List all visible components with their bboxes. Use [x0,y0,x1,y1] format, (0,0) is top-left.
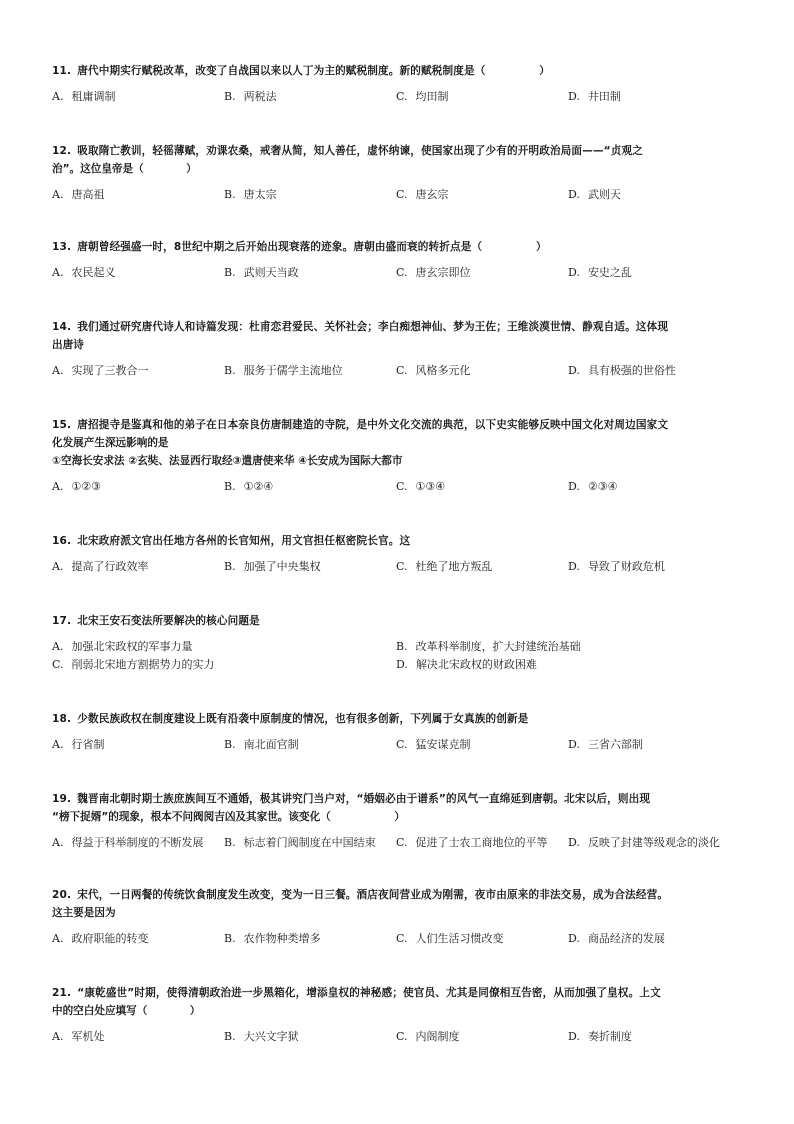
option-b[interactable]: B. ①②④ [224,480,274,493]
option-b[interactable]: B. 改革科举制度，扩大封建统治基础 [396,640,581,653]
question-14 [52,318,742,380]
option-d[interactable]: D. 具有极强的世俗性 [568,364,676,377]
question-16 [52,532,742,576]
question-number: 20. [52,889,72,901]
option-a[interactable]: A. 唐高祖 [52,188,105,201]
question-number: 17. [52,615,72,627]
option-row [52,264,742,282]
option-c[interactable]: C. 唐玄宗即位 [396,266,471,279]
question-stem: 唐朝曾经强盛一时，8世纪中期之后开始出现衰落的迹象。唐朝由盛而衰的转折点是（ ） [77,241,547,253]
question-12 [52,142,742,204]
question-number: 12. [52,145,72,157]
option-c[interactable]: C. 猛安谋克制 [396,738,471,751]
option-c[interactable]: C. 均田制 [396,90,449,103]
option-b[interactable]: B. 唐太宗 [224,188,277,201]
option-row [52,88,742,106]
option-a[interactable]: A. 实现了三教合一 [52,364,149,377]
question-stem: 吸取隋亡教训，轻徭薄赋，劝课农桑，戒奢从简，知人善任，虚怀纳谏，使国家出现了少有的开明政治局面——“贞观之 [77,145,644,157]
option-a[interactable]: A. 行省制 [52,738,105,751]
question-number: 18. [52,713,72,725]
option-row [52,478,742,496]
option-b[interactable]: B. 服务于儒学主流地位 [224,364,343,377]
option-c[interactable]: C. 内阁制度 [396,1030,460,1043]
question-19 [52,790,742,852]
option-row [52,638,742,656]
question-number: 16. [52,535,72,547]
option-b[interactable]: B. 两税法 [224,90,277,103]
option-d[interactable]: D. 导致了财政危机 [568,560,665,573]
option-a[interactable]: A. 得益于科举制度的不断发展 [52,836,204,849]
question-stem-continued: 这主要是因为 [52,907,116,919]
option-b[interactable]: B. 加强了中央集权 [224,560,321,573]
option-d[interactable]: D. 安史之乱 [568,266,632,279]
question-number: 13. [52,241,72,253]
question-21 [52,984,742,1046]
question-number: 21. [52,987,72,999]
option-c[interactable]: C. 唐玄宗 [396,188,449,201]
option-d[interactable]: D. 商品经济的发展 [568,932,665,945]
option-row [52,930,742,948]
question-stem: 少数民族政权在制度建设上既有沿袭中原制度的情况，也有很多创新，下列属于女真族的创新是 [77,713,529,725]
question-stem: 我们通过研究唐代诗人和诗篇发现：杜甫恋君爱民、关怀社会；李白痴想神仙、梦为王佐；王维淡漠世情、静观自适。这体现 [77,321,669,333]
option-a[interactable]: A. ①②③ [52,480,102,493]
option-d[interactable]: D. 三省六部制 [568,738,643,751]
option-c[interactable]: C. 杜绝了地方叛乱 [396,560,493,573]
question-stem-continued: “榜下捉婿”的现象，根本不问阀阅吉凶及其家世。该变化（ ） [52,811,405,823]
option-a[interactable]: A. 政府职能的转变 [52,932,149,945]
option-a[interactable]: A. 加强北宋政权的军事力量 [52,640,193,653]
question-number: 19. [52,793,72,805]
question-stem: “康乾盛世”时期，使得清朝政治进一步黑箱化，增添皇权的神秘感；使官员、尤其是同僚相互告密，从而加强了皇权。上文 [77,987,661,999]
option-c[interactable]: C. 促进了士农工商地位的平等 [396,836,548,849]
question-stem: 唐代中期实行赋税改革，改变了自战国以来以人丁为主的赋税制度。新的赋税制度是（ ） [77,65,550,77]
question-stem-continued: 治”。这位皇帝是（ ） [52,163,197,175]
question-number: 14. [52,321,72,333]
question-15 [52,416,742,496]
question-stem: 宋代，一日两餐的传统饮食制度发生改变，变为一日三餐。酒店夜间营业成为刚需，夜市由原来的非法交易，成为合法经营。 [77,889,669,901]
question-stem-continued: 出唐诗 [52,339,84,351]
option-row [52,186,742,204]
option-d[interactable]: D. 解决北宋政权的财政困难 [396,658,537,671]
question-number: 15. [52,419,72,431]
option-a[interactable]: A. 提高了行政效率 [52,560,149,573]
option-row [52,834,742,852]
option-d[interactable]: D. ②③④ [568,480,618,493]
option-c[interactable]: C. 人们生活习惯改变 [396,932,504,945]
question-stem: 北宋王安石变法所要解决的核心问题是 [77,615,260,627]
question-13 [52,238,742,282]
question-stem-continued: 中的空白处应填写（ ） [52,1005,201,1017]
option-d[interactable]: D. 武则天 [568,188,621,201]
option-c[interactable]: C. 削弱北宋地方割据势力的实力 [52,658,215,671]
question-stem: 北宋政府派文官出任地方各州的长官知州，用文官担任枢密院长官。这 [77,535,411,547]
option-d[interactable]: D. 奏折制度 [568,1030,632,1043]
option-a[interactable]: A. 租庸调制 [52,90,116,103]
option-row [52,362,742,380]
option-b[interactable]: B. 标志着门阀制度在中国结束 [224,836,376,849]
question-number: 11. [52,65,72,77]
option-c[interactable]: C. 风格多元化 [396,364,471,377]
option-b[interactable]: B. 武则天当政 [224,266,299,279]
option-d[interactable]: D. 井田制 [568,90,621,103]
option-a[interactable]: A. 农民起义 [52,266,116,279]
option-c[interactable]: C. ①③④ [396,480,446,493]
question-20 [52,886,742,948]
option-row [52,656,742,674]
question-11 [52,62,742,106]
option-row [52,736,742,754]
question-stem: 魏晋南北朝时期士族庶族间互不通婚，极其讲究门当户对，“婚姻必由于谱系”的风气一直绵延到唐朝。北宋以后，则出现 [77,793,651,805]
option-a[interactable]: A. 军机处 [52,1030,105,1043]
question-stem-continued: 化发展产生深远影响的是 [52,437,169,449]
question-17 [52,612,742,674]
option-row [52,1028,742,1046]
option-b[interactable]: B. 大兴文字狱 [224,1030,299,1043]
question-stem: 唐招提寺是鉴真和他的弟子在日本奈良仿唐制建造的寺院，是中外文化交流的典范，以下史实能够反映中国文化对周边国家文 [77,419,669,431]
option-d[interactable]: D. 反映了封建等级观念的淡化 [568,836,720,849]
question-statements: ①空海长安求法 ②玄奘、法显西行取经③遣唐使来华 ④长安成为国际大都市 [52,455,403,467]
question-18 [52,710,742,754]
option-row [52,558,742,576]
option-b[interactable]: B. 南北面官制 [224,738,299,751]
option-b[interactable]: B. 农作物种类增多 [224,932,321,945]
